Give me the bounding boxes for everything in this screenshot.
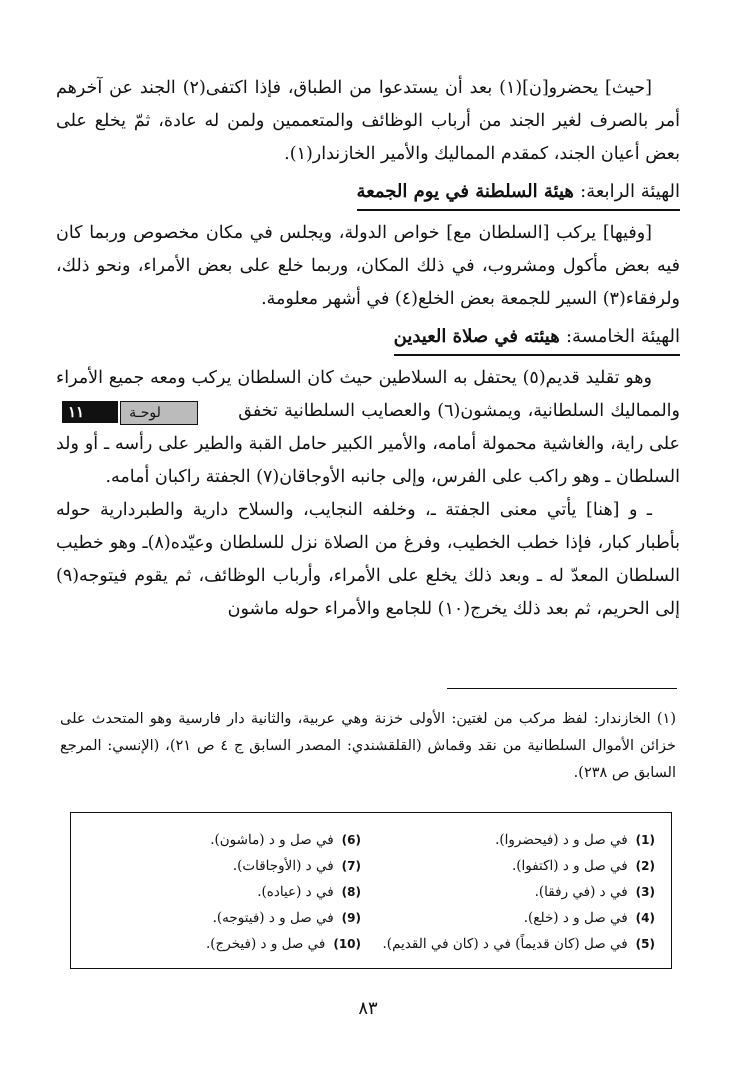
variant-item: (9)في صل و د (فيتوجه). [212, 910, 361, 926]
paragraph-3 [56, 362, 680, 494]
variant-item: (6)في صل و د (ماشون). [210, 832, 361, 848]
variants-left-column [71, 827, 361, 957]
variants-right-column [365, 827, 655, 957]
page-number: ٨٣ [358, 998, 378, 1019]
paragraph-3-part-1: وهو تقليد قديم(٥) يحتفل به السلاطين حيث كان السلطان يركب ومعه جميع الأمراء والمماليك السلطانية، ويمشون(٦) والعصايب السلطانية تخفق [56, 368, 680, 421]
variant-item: (4)في صل و د (خلع). [523, 910, 655, 926]
paragraph-3-part-2: على راية، والغاشية محمولة أمامه، والأمير الكبير حامل القبة والطير على رأسه ـ أو ولد السلطان ـ وهو راكب على الفرس، وإلى جانبه الأوجاقان(٧) الجفتة راكبان أمامه. [56, 434, 680, 487]
footnote-separator [447, 688, 677, 689]
paragraph-4: ـ و [هنا] يأتي معنى الجفتة ـ، وخلفه النجايب، والسلاح دارية والطبردارية حوله بأطبار كبار، فإذا خطب الخطيب، وفرغ من الصلاة نزل للسلطان وعيّده(٨)ـ وهو خطيب السلطان المعدّ له ـ وبعد ذلك يخلع على الأمراء، وأرباب الوظائف، ثم يقوم فيتوجه(٩) إلى الحريم، ثم بعد ذلك يخرج(١٠) للجامع والأمراء حوله ماشون [56, 500, 680, 619]
variant-item: (3)في د (في رفقا). [534, 884, 655, 900]
plate-reference [62, 401, 226, 423]
variant-readings-box [70, 812, 672, 969]
section-heading-4 [56, 171, 680, 217]
heading-5-prefix: الهيئة الخامسة: [565, 326, 680, 347]
heading-4-prefix: الهيئة الرابعة: [580, 181, 680, 202]
plate-label: لوحـة [120, 401, 198, 425]
paragraph-1: [حيث] يحضرو[ن](١) بعد أن يستدعوا من الطباق، فإذا اكتفى(٢) الجند عن آخرهم أمر بالصرف لغير الجند من أرباب الوظائف والمتعممين ولمن له عادة، ثمّ يخلع على بعض أعيان الجند، كمقدم المماليك والأمير الخازندار(١). [56, 78, 680, 164]
main-text [56, 72, 680, 626]
heading-5-title: هيئته في صلاة العيدين [393, 326, 560, 347]
heading-4-title: هيئة السلطنة في يوم الجمعة [356, 181, 574, 202]
variant-item: (1)في صل و د (فيحضروا). [495, 832, 655, 848]
variant-item: (8)في د (عياده). [257, 884, 361, 900]
footnote: (١) الخازندار: لفظ مركب من لغتين: الأولى خزنة وهي عربية، والثانية دار فارسية وهو المتحدث على خزائن الأموال السلطانية من نقد وقماش (القلقشندي: المصدر السابق ج ٤ ص ٢١)، (الإنسي: المرجع السابق ص ٢٣٨). [60, 711, 677, 781]
variant-item: (2)في صل و د (اكتفوا). [511, 858, 655, 874]
plate-number: ١١ [62, 401, 118, 423]
variant-item: (7)في د (الأوجاقات). [232, 858, 361, 874]
variant-item: (10)في صل و د (فيخرج). [206, 936, 361, 952]
variant-item: (5)في صل (كان قديماً) في د (كان في القديم). [382, 936, 655, 952]
paragraph-2: [وفيها] يركب [السلطان مع] خواص الدولة، ويجلس في مكان مخصوص وربما كان فيه بعض مأكول ومشروب، في ذلك المكان، وربما خلع على بعض الأمراء، ونحو ذلك، ولرفقاء(٣) السير للجمعة بعض الخلع(٤) في أشهر معلومة. [56, 223, 680, 309]
section-heading-5 [56, 316, 680, 362]
